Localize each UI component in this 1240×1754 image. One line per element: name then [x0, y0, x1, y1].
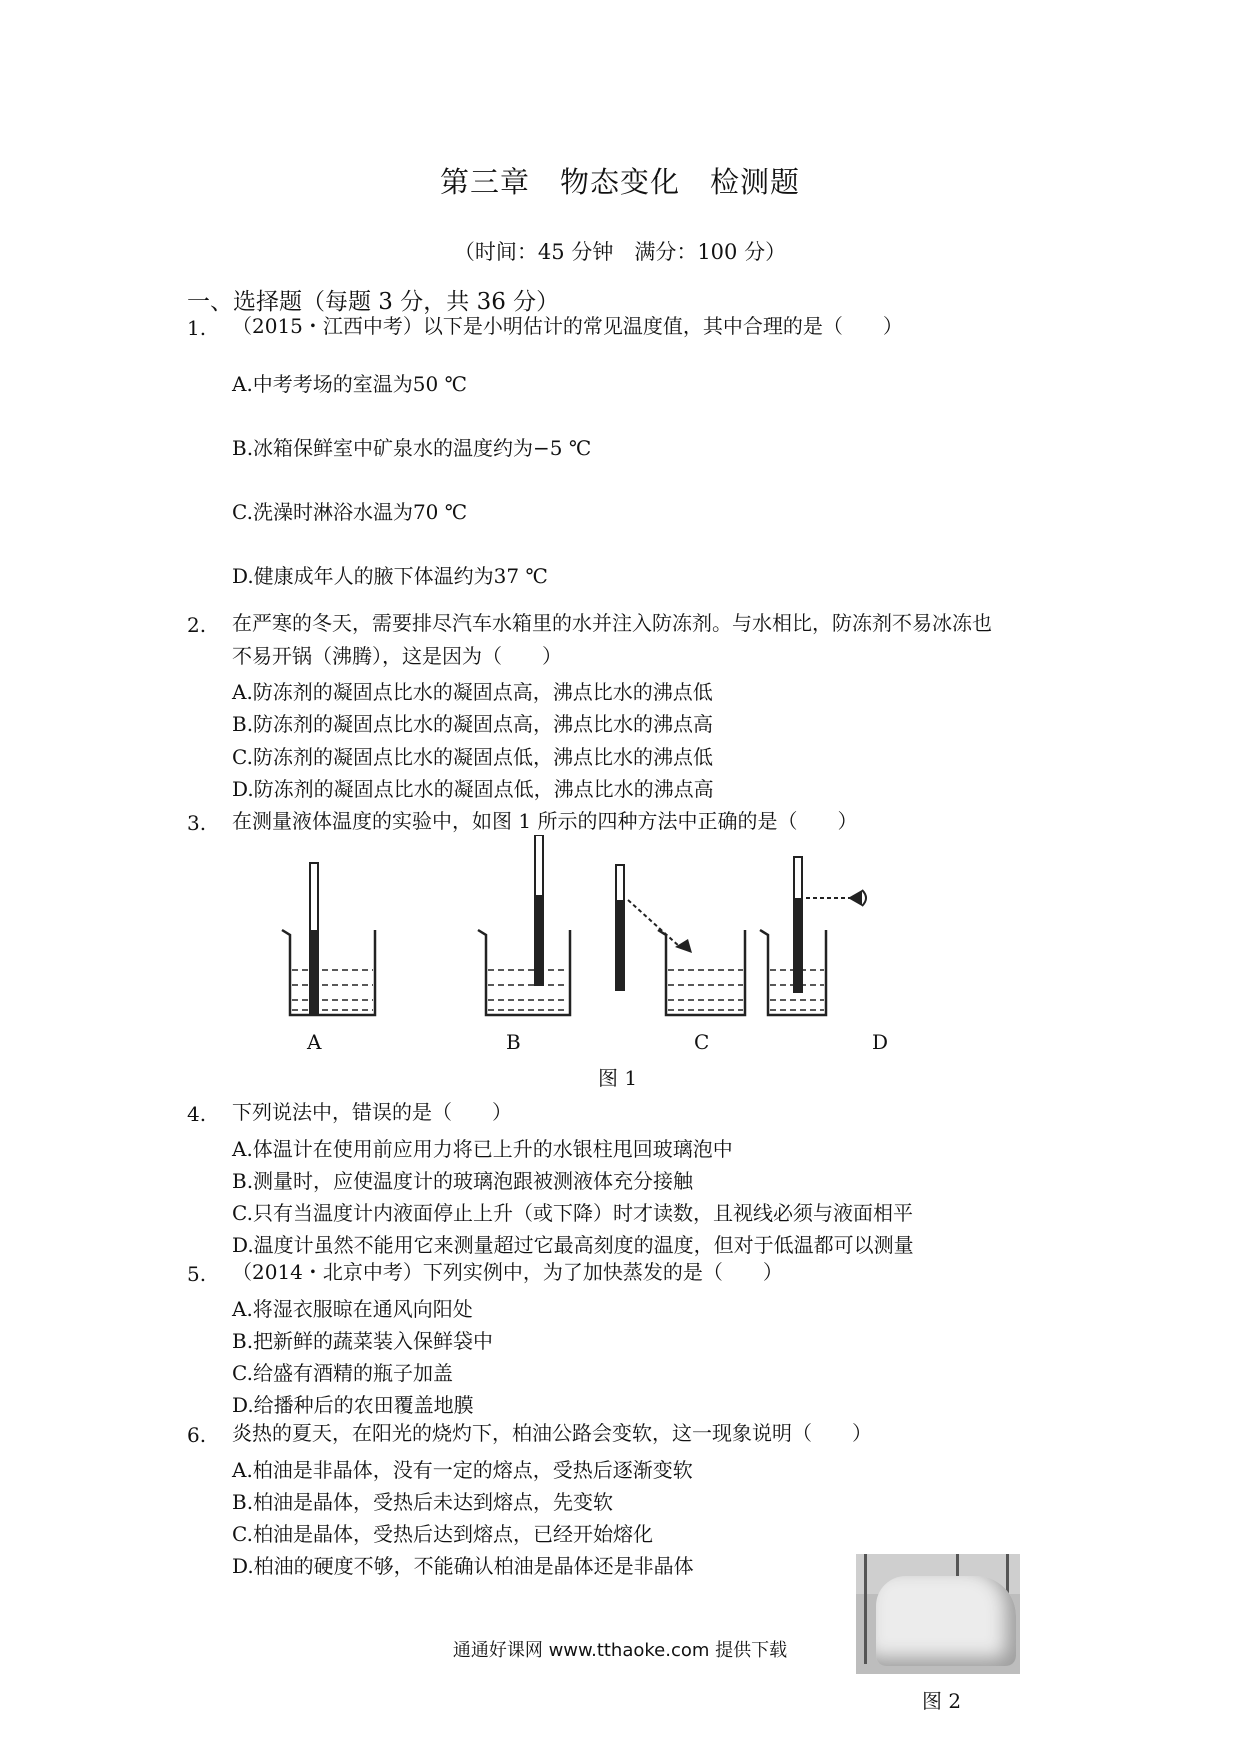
figure-caption: 图 1: [598, 1066, 638, 1090]
question-number: 5.: [187, 1262, 207, 1286]
question-text: 不易开锅（沸腾），这是因为（ ）: [232, 644, 562, 668]
option-b: B.测量时，应使温度计的玻璃泡跟被测液体充分接触: [232, 1169, 694, 1193]
option-a: A.将湿衣服晾在通风向阳处: [232, 1297, 473, 1321]
question-text: 炎热的夏天，在阳光的烧灼下，柏油公路会变软，这一现象说明（ ）: [232, 1421, 872, 1445]
option-d: D.温度计虽然不能用它来测量超过它最高刻度的温度，但对于低温都可以测量: [232, 1233, 914, 1257]
option-c: C.给盛有酒精的瓶子加盖: [232, 1361, 453, 1385]
beaker-a: [282, 863, 375, 1015]
figure-label-a: A: [307, 1030, 322, 1054]
option-a: A.柏油是非晶体，没有一定的熔点，受热后逐渐变软: [232, 1458, 693, 1482]
option-c: C.柏油是晶体，受热后达到熔点，已经开始熔化: [232, 1522, 653, 1546]
section-heading: 一、选择题（每题 3 分，共 36 分）: [187, 289, 560, 315]
question-number: 3.: [187, 811, 207, 835]
option-a: A.中考考场的室温为50 ℃: [232, 372, 467, 396]
option-a: A.体温计在使用前应用力将已上升的水银柱甩回玻璃泡中: [232, 1137, 733, 1161]
question-text: 在测量液体温度的实验中，如图 1 所示的四种方法中正确的是（ ）: [232, 809, 858, 833]
figure-1-thermometers: [270, 835, 970, 1025]
exam-info: （时间：45 分钟 满分：100 分）: [453, 240, 787, 264]
figure-2-caption: 图 2: [922, 1689, 962, 1713]
option-c: C.洗澡时淋浴水温为70 ℃: [232, 500, 468, 524]
question-number: 6.: [187, 1423, 207, 1447]
figure-label-d: D: [872, 1030, 889, 1054]
question-text: （2014・北京中考）下列实例中，为了加快蒸发的是（ ）: [232, 1260, 783, 1284]
question-text: 在严寒的冬天，需要排尽汽车水箱里的水并注入防冻剂。与水相比，防冻剂不易冰冻也: [232, 611, 992, 635]
beaker-d: [760, 857, 866, 1015]
question-text: （2015・江西中考）以下是小明估计的常见温度值，其中合理的是（ ）: [232, 314, 903, 338]
option-d: D.防冻剂的凝固点比水的凝固点低，沸点比水的沸点高: [232, 777, 714, 801]
option-c: C.只有当温度计内液面停止上升（或下降）时才读数，且视线必须与液面相平: [232, 1201, 913, 1225]
beaker-b: [478, 835, 570, 1015]
option-b: B.柏油是晶体，受热后未达到熔点，先变软: [232, 1490, 614, 1514]
question-number: 4.: [187, 1102, 207, 1126]
option-c: C.防冻剂的凝固点比水的凝固点低，沸点比水的沸点低: [232, 745, 713, 769]
option-b: B.防冻剂的凝固点比水的凝固点高，沸点比水的沸点高: [232, 712, 714, 736]
option-d: D.健康成年人的腋下体温约为37 ℃: [232, 564, 548, 588]
question-number: 1.: [187, 316, 207, 340]
question-number: 2.: [187, 613, 207, 637]
option-b: B.冰箱保鲜室中矿泉水的温度约为−5 ℃: [232, 436, 592, 460]
page-title: 第三章 物态变化 检测题: [439, 165, 800, 199]
footer-text: 通通好课网 www.tthaoke.com 提供下载: [452, 1640, 788, 1661]
figure-label-c: C: [694, 1030, 710, 1054]
option-b: B.把新鲜的蔬菜装入保鲜袋中: [232, 1329, 494, 1353]
option-d: D.柏油的硬度不够，不能确认柏油是晶体还是非晶体: [232, 1554, 694, 1578]
question-text: 下列说法中，错误的是（ ）: [232, 1100, 512, 1124]
figure-label-b: B: [506, 1030, 521, 1054]
option-d: D.给播种后的农田覆盖地膜: [232, 1393, 474, 1417]
option-a: A.防冻剂的凝固点比水的凝固点高，沸点比水的沸点低: [232, 680, 713, 704]
beaker-c: [616, 865, 745, 1015]
